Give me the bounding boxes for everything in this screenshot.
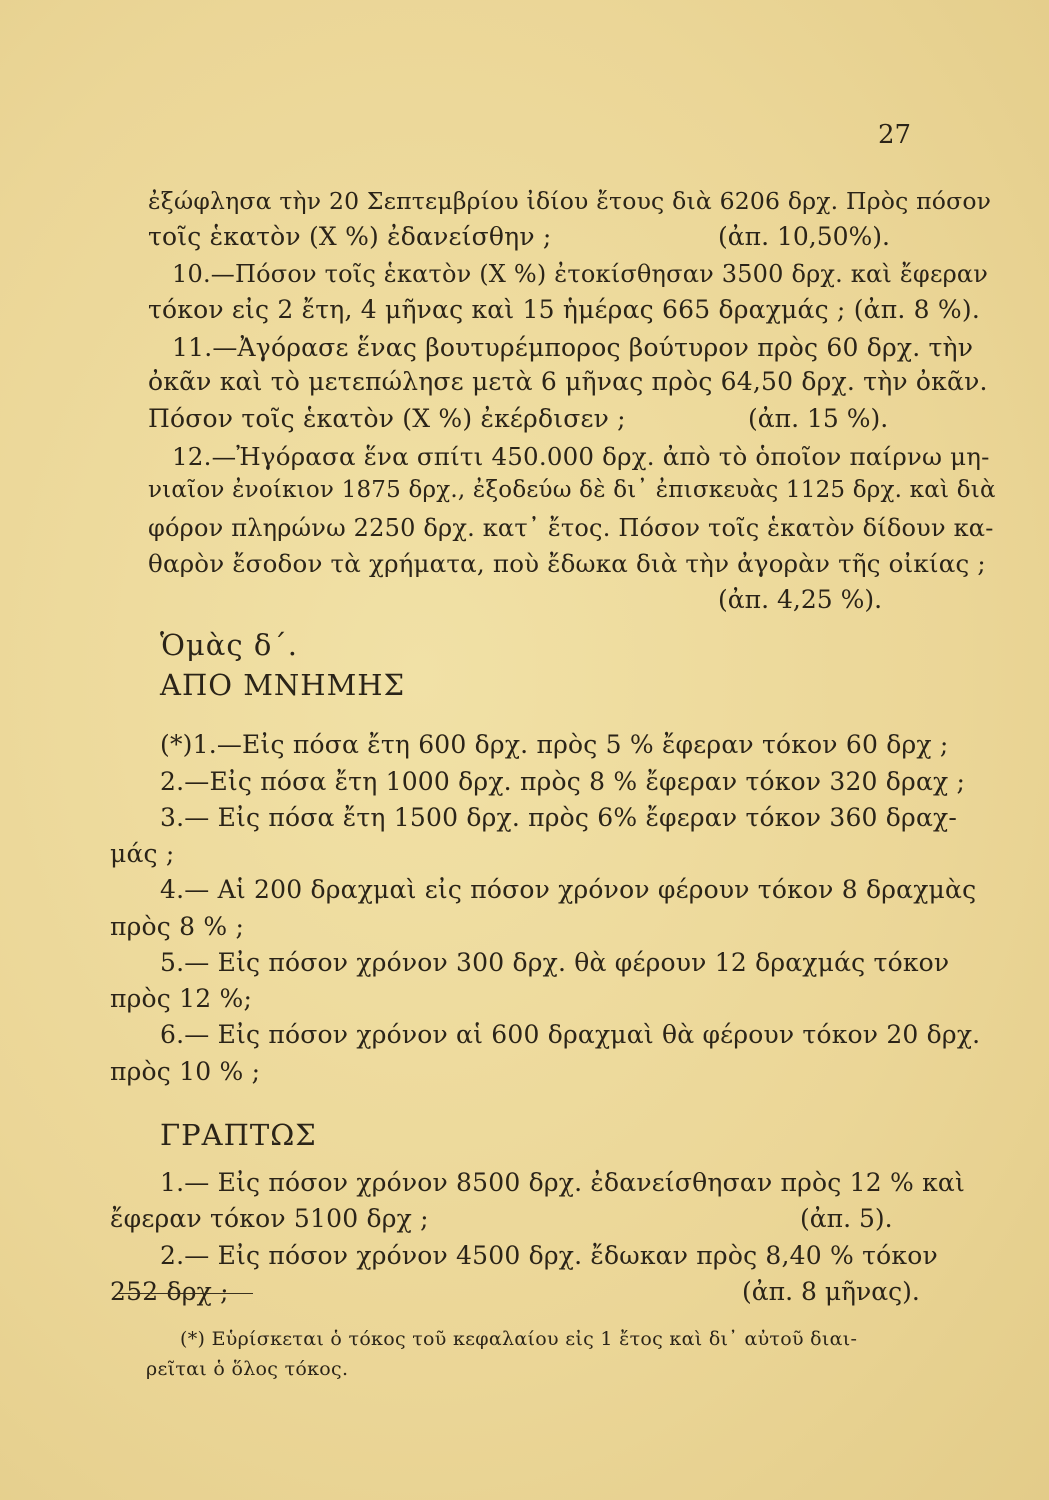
exercise-line: πρὸς 12 %; [110,984,253,1013]
exercise-line: 5.— Εἰς πόσον χρόνον 300 δρχ. θὰ φέρουν 12 δραχμάς τόκον [160,948,950,977]
exercise-line: 2.—Εἰς πόσα ἔτη 1000 δρχ. πρὸς 8 % ἔφεραν τόκον 320 δραχ ; [160,767,966,796]
text-line: ἐξώφλησα τὴν 20 Σεπτεμβρίου ἰδίου ἔτους διὰ 6206 δρχ. Πρὸς πόσον [148,187,992,215]
exercise-line: 2.— Εἰς πόσον χρόνον 4500 δρχ. ἔδωκαν πρὸς 8,40 % τόκον [160,1241,938,1270]
text-line: Πόσον τοῖς ἑκατὸν (Χ %) ἐκέρδισεν ; [148,404,626,433]
text-line: ὀκᾶν καὶ τὸ μετεπώλησε μετὰ 6 μῆνας πρὸς 64,50 δρχ. τὴν ὀκᾶν. [148,367,988,396]
exercise-line: 4.— Αἱ 200 δραχμαὶ εἰς πόσον χρόνον φέρουν τόκον 8 δραχμὰς [160,875,977,904]
answer: (ἀπ. 5). [800,1204,893,1233]
exercise-line: 3.— Εἰς πόσα ἔτη 1500 δρχ. πρὸς 6% ἔφεραν τόκον 360 δραχ- [160,803,958,832]
exercise-line: πρὸς 8 % ; [110,912,245,941]
exercise-line: (*)1.—Εἰς πόσα ἔτη 600 δρχ. πρὸς 5 % ἔφεραν τόκον 60 δρχ ; [160,730,949,759]
section-heading-written: ΓΡΑΠΤΩΣ [160,1118,317,1152]
text-line: 10.—Πόσον τοῖς ἑκατὸν (Χ %) ἐτοκίσθησαν 3500 δρχ. καὶ ἔφεραν [172,260,989,288]
text-line: τόκον εἰς 2 ἔτη, 4 μῆνας καὶ 15 ἡμέρας 665 δραχμάς ; (ἀπ. 8 %). [148,295,980,324]
answer: (ἀπ. 8 μῆνας). [742,1277,920,1306]
footnote-line: (*) Εὑρίσκεται ὁ τόκος τοῦ κεφαλαίου εἰς 1 ἔτος καὶ δι᾽ αὐτοῦ διαι- [180,1328,858,1350]
footnote-rule [118,1293,253,1294]
exercise-line: μάς ; [110,839,175,868]
answer: (ἀπ. 10,50%). [718,222,890,251]
answer: (ἀπ. 4,25 %). [718,585,883,614]
text-line: φόρον πληρώνω 2250 δρχ. κατ᾽ ἔτος. Πόσον τοῖς ἑκατὸν δίδουν κα- [148,514,994,542]
text-line: 12.—Ἠγόρασα ἕνα σπίτι 450.000 δρχ. ἀπὸ τὸ ὁποῖον παίρνω μη- [172,442,990,471]
exercise-line: ἔφεραν τόκον 5100 δρχ ; [110,1204,429,1233]
exercise-line: 252 δρχ ; [110,1277,229,1306]
answer: (ἀπ. 15 %). [748,404,889,433]
text-line: νιαῖον ἐνοίκιον 1875 δρχ., ἐξοδεύω δὲ δι᾽ ἐπισκευὰς 1125 δρχ. καὶ διὰ [148,477,996,503]
text-line: θαρὸν ἔσοδον τὰ χρήματα, ποὺ ἔδωκα διὰ τὴν ἀγορὰν τῆς οἰκίας ; [148,549,986,578]
exercise-line: 6.— Εἰς πόσον χρόνον αἱ 600 δραχμαὶ θὰ φέρουν τόκον 20 δρχ. [160,1020,981,1049]
section-heading-oral: ΑΠΟ ΜΝΗΜΗΣ [160,668,406,702]
exercise-line: 1.— Εἰς πόσον χρόνον 8500 δρχ. ἐδανείσθησαν πρὸς 12 % καὶ [160,1168,965,1197]
footnote-line: ρεῖται ὁ ὅλος τόκος. [146,1358,349,1380]
page-number: 27 [878,120,912,150]
text-line: τοῖς ἑκατὸν (Χ %) ἐδανείσθην ; [148,222,552,251]
group-title: Ὁμὰς δ΄. [160,628,298,662]
text-line: 11.—Ἀγόρασε ἕνας βουτυρέμπορος βούτυρον πρὸς 60 δρχ. τὴν [172,333,974,362]
exercise-line: πρὸς 10 % ; [110,1057,261,1086]
